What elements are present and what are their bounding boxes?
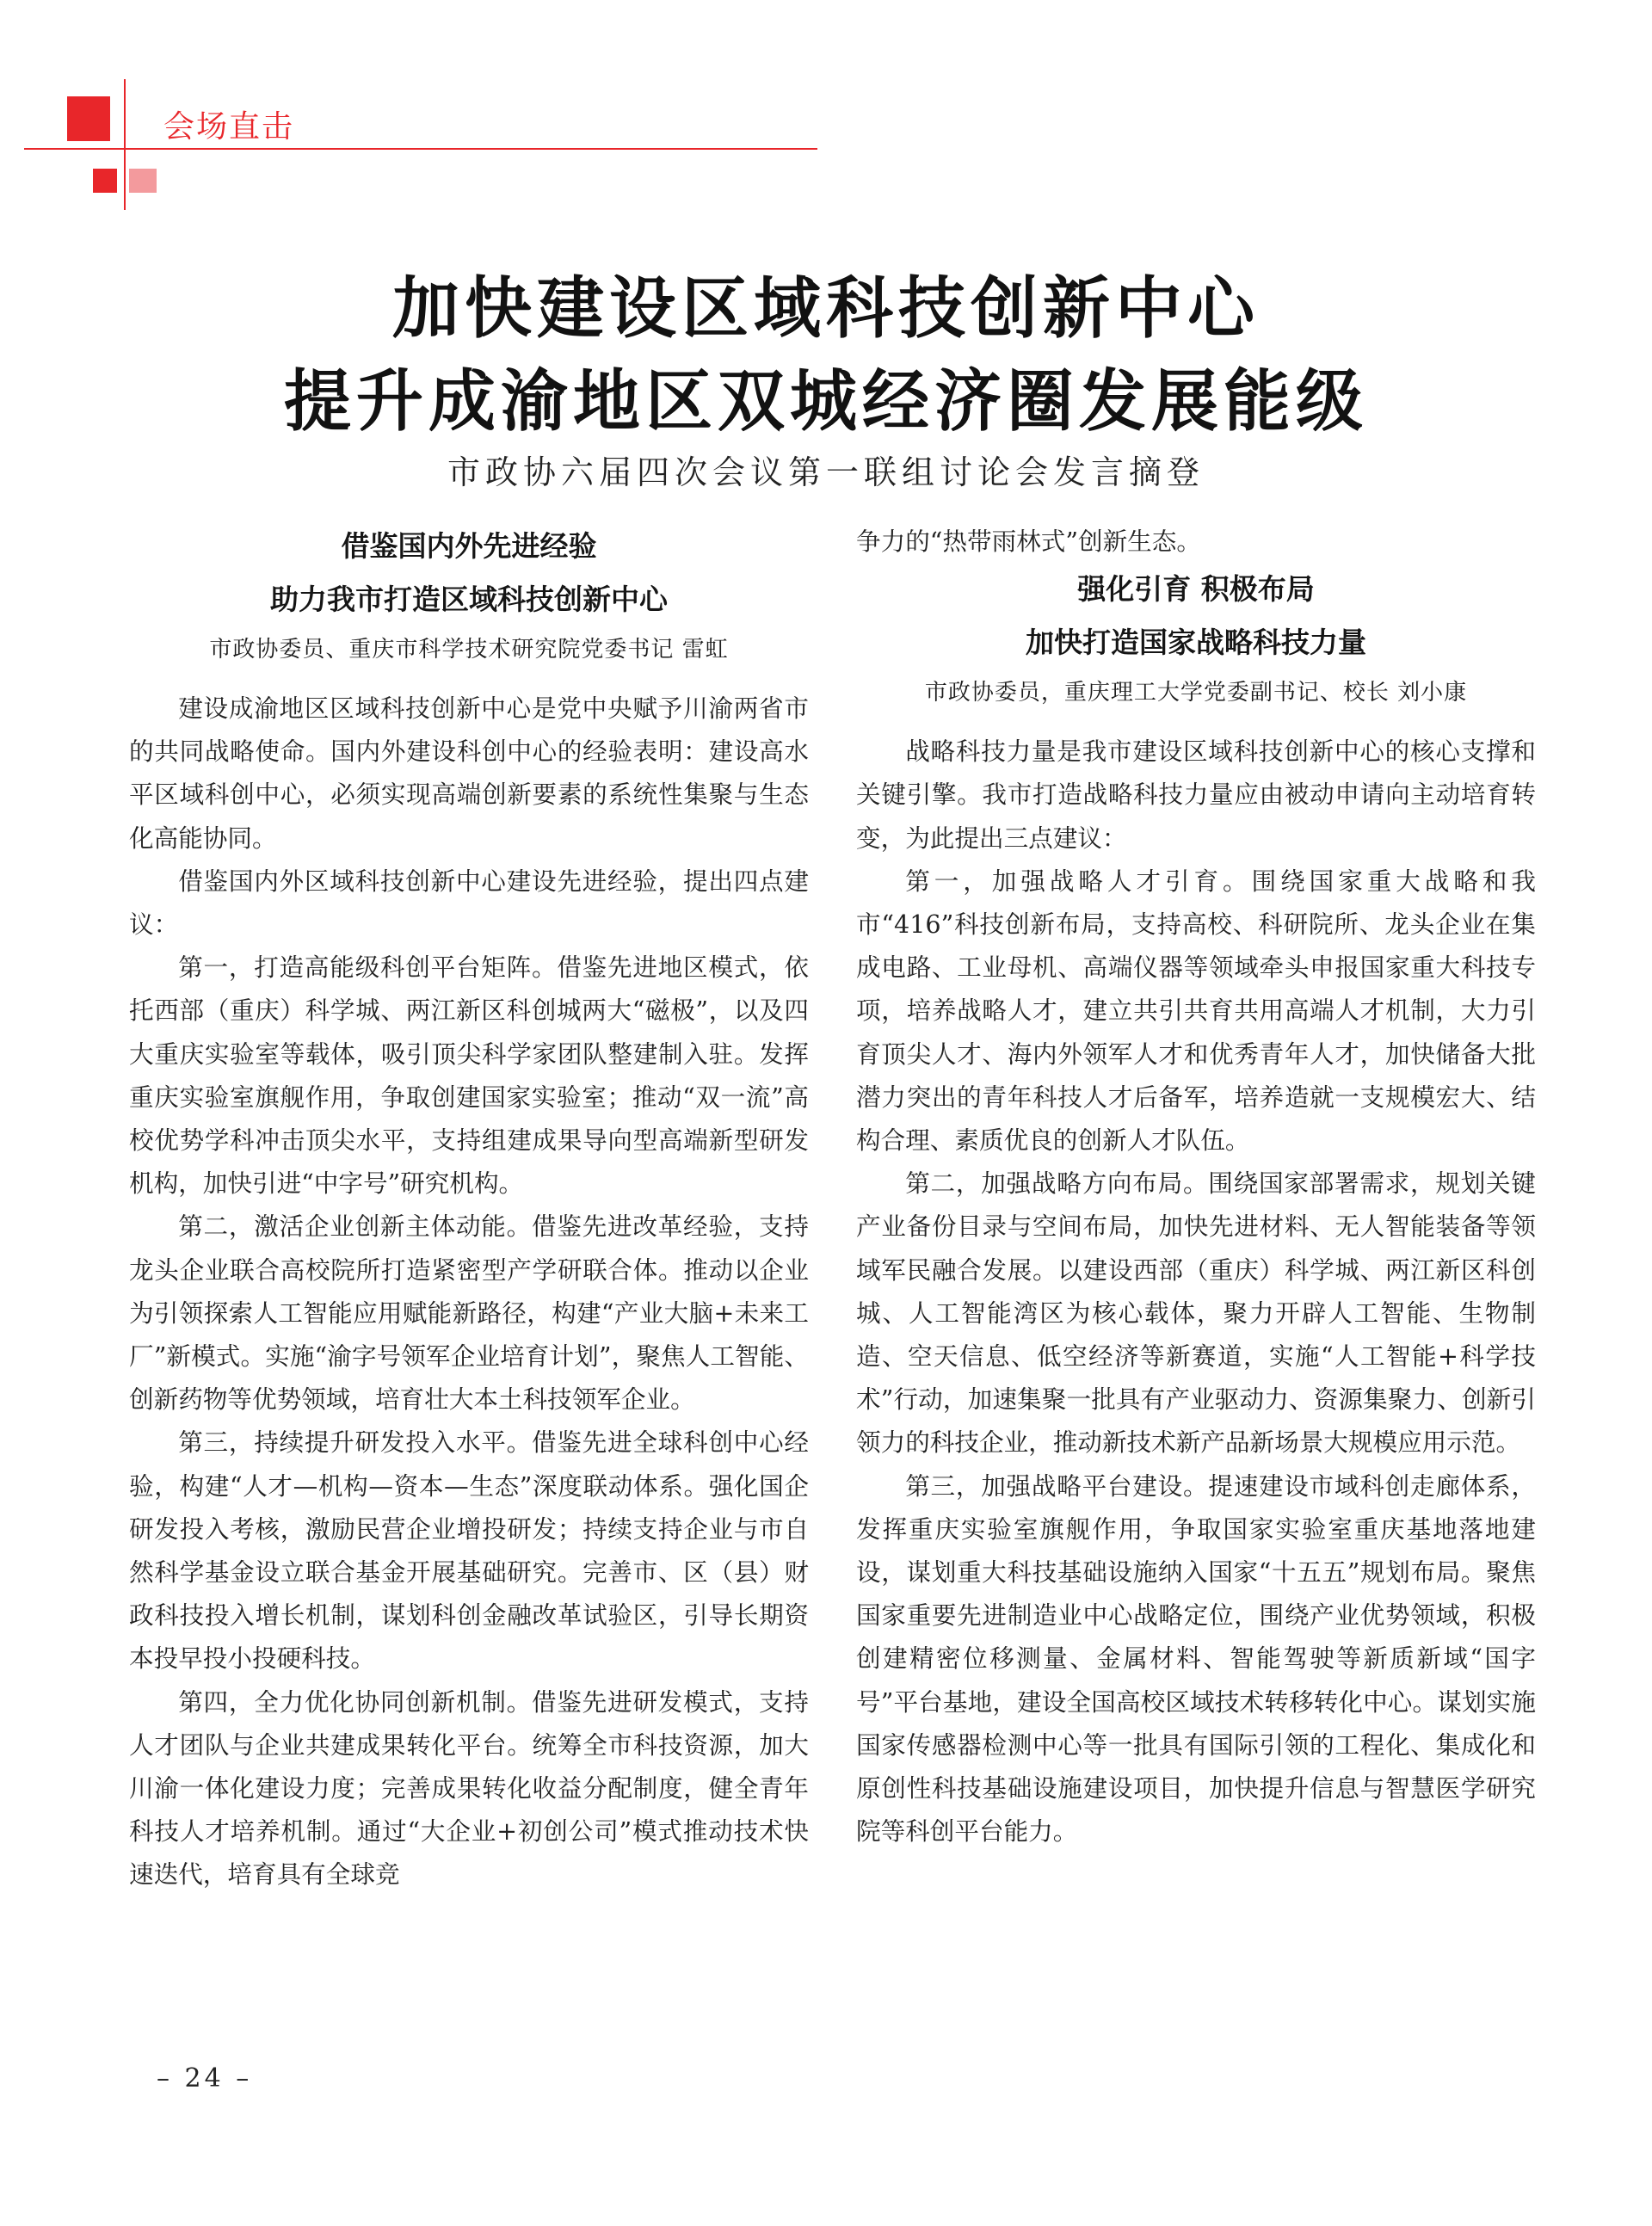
header-horizontal-rule <box>24 148 817 150</box>
main-title-line2: 提升成渝地区双城经济圈发展能级 <box>283 363 1368 441</box>
article2-heading-line2: 加快打造国家战略科技力量 <box>1026 626 1366 660</box>
article1-paragraph: 建设成渝地区区域科技创新中心是党中央赋予川渝两省市的共同战略使命。国内外建设科创中心的经验表明：建设高水平区域科创中心，必须实现高端创新要素的系统性集聚与生态化高能协同。 <box>129 694 809 853</box>
section-tag: 会场直击 <box>163 109 295 145</box>
article1-paragraph: 第一，打造高能级科创平台矩阵。借鉴先进地区模式，依托西部（重庆）科学城、两江新区科创城两大“磁极”，以及四大重庆实验室等载体，吸引顶尖科学家团队整建制入驻。发挥重庆实验室旗舰作用，争取创建国家实验室；推动“双一流”高校优势学科冲击顶尖水平，支持组建成果导向型高端新型研发机构，加快引进“中字号”研究机构。 <box>129 953 809 1199</box>
page-number: – 24 – <box>157 2063 253 2093</box>
header-vertical-rule <box>124 79 126 210</box>
article2-paragraph: 第一，加强战略人才引育。围绕国家重大战略和我市“416”科技创新布局，支持高校、科研院所、龙头企业在集成电路、工业母机、高端仪器等领域牵头申报国家重大科技专项，培养战略人才，建立共引共育共用高端人才机制，大力引育顶尖人才、海内外领军人才和优秀青年人才，加快储备大批潜力突出的青年科技人才后备军，培养造就一支规模宏大、结构合理、素质优良的创新人才队伍。 <box>856 866 1536 1156</box>
header-small-square-light <box>129 169 157 193</box>
article2-author: 市政协委员，重庆理工大学党委副书记、校长 刘小康 <box>924 680 1468 706</box>
header-small-square-dark <box>93 169 117 193</box>
article2-paragraph: 第三，加强战略平台建设。提速建设市域科创走廊体系，发挥重庆实验室旗舰作用，争取国家实验室重庆基地落地建设，谋划重大科技基础设施纳入国家“十五五”规划布局。聚焦国家重要先进制造业中心战略定位，围绕产业优势领域，积极创建精密位移测量、金属材料、智能驾驶等新质新域“国字号”平台基地，建设全国高校区域技术转移转化中心。谋划实施国家传感器检测中心等一批具有国际引领的工程化、集成化和原创性科技基础设施建设项目，加快提升信息与智慧医学研究院等科创平台能力。 <box>856 1471 1536 1847</box>
article1-author: 市政协委员、重庆市科学技术研究院党委书记 雷虹 <box>209 637 729 663</box>
right-column <box>856 520 1536 1853</box>
article1-continuation: 争力的“热带雨林式”创新生态。 <box>856 527 1201 556</box>
article2-paragraph: 第二，加强战略方向布局。围绕国家部署需求，规划关键产业备份目录与空间布局，加快先进材料、无人智能装备等领域军民融合发展。以建设西部（重庆）科学城、两江新区科创城、人工智能湾区为核心载体，聚力开辟人工智能、生物制造、空天信息、低空经济等新赛道，实施“人工智能+科学技术”行动，加速集聚一批具有产业驱动力、资源集聚力、创新引领力的科技企业，推动新技术新产品新场景大规模应用示范。 <box>856 1168 1536 1458</box>
main-title-line1: 加快建设区域科技创新中心 <box>391 270 1260 348</box>
article1-paragraph: 第四，全力优化协同创新机制。借鉴先进研发模式，支持人才团队与企业共建成果转化平台。统筹全市科技资源，加大川渝一体化建设力度；完善成果转化收益分配制度，健全青年科技人才培养机制。通过“大企业+初创公司”模式推动技术快速迭代，培育具有全球竞 <box>129 1686 809 1890</box>
article1-heading-line2: 助力我市打造区域科技创新中心 <box>270 583 668 616</box>
article1-paragraph: 第三，持续提升研发投入水平。借鉴先进全球科创中心经验，构建“人才—机构—资本—生态”深度联动体系。强化国企研发投入考核，激励民营企业增投研发；持续支持企业与市自然科学基金设立联合基金开展基础研究。完善市、区（县）财政科技投入增长机制，谋划科创金融改革试验区，引导长期资本投早投小投硬科技。 <box>129 1427 809 1674</box>
article1-paragraph: 借鉴国内外区域科技创新中心建设先进经验，提出四点建议： <box>129 866 809 940</box>
article1-heading-line1: 借鉴国内外先进经验 <box>341 529 597 563</box>
article2-paragraph: 战略科技力量是我市建设区域科技创新中心的核心支撑和关键引擎。我市打造战略科技力量应由被动申请向主动培育转变，为此提出三点建议： <box>856 737 1536 853</box>
header-red-square <box>67 96 110 141</box>
article2-heading-line1: 强化引育 积极布局 <box>1077 572 1315 607</box>
left-column <box>129 520 809 1896</box>
subtitle: 市政协六届四次会议第一联组讨论会发言摘登 <box>447 453 1205 491</box>
article1-paragraph: 第二，激活企业创新主体动能。借鉴先进改革经验，支持龙头企业联合高校院所打造紧密型产学研联合体。推动以企业为引领探索人工智能应用赋能新路径，构建“产业大脑+未来工厂”新模式。实施“渝字号领军企业培育计划”，聚焦人工智能、创新药物等优势领域，培育壮大本土科技领军企业。 <box>129 1212 809 1415</box>
